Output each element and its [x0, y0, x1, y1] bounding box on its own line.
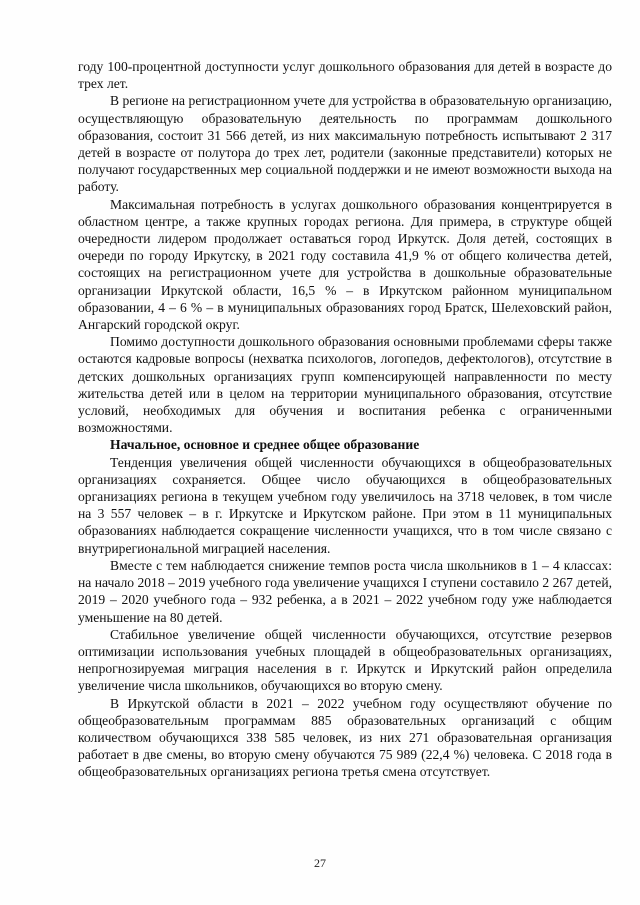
paragraph-second-shift: Стабильное увеличение общей численности обучающихся, отсутствие резервов оптимизации использования учебных площадей в общеобразовательных организациях, непрогнозируемая миграция населения в г. Иркутск и Иркутский район определила увеличение числа школьников, обучающихся во вторую смену.	[78, 626, 612, 694]
paragraph-registration: В регионе на регистрационном учете для устройства в образовательную организацию, осуществляющую образовательную деятельность по программам дошкольного образования, состоит 31 566 детей, из них максимальную потребность испытывают 2 317 детей в возрасте от полутора до трех лет, родители (законные представители) которых не получают государственных мер социальной поддержки и не имеют возможности выхода на работу.	[78, 93, 612, 195]
paragraph-growth-slowdown: Вместе с тем наблюдается снижение темпов роста числа школьников в 1 – 4 классах: на начало 2018 – 2019 учебного года увеличение учащихся I ступени составило 2 267 детей, 2019 – 2020 учебного года – 932 ребенка, а в 2021 – 2022 учебном году уже наблюдается уменьшение на 80 детей.	[78, 557, 612, 625]
paragraph-staffing: Помимо доступности дошкольного образования основными проблемами сферы также остаются кадровые вопросы (нехватка психологов, логопедов, дефектологов), отсутствие в детских дошкольных организациях групп компенсирующей направленности по месту жительства детей или в целом на территории муниципального образования, отсутствие условий, необходимых для обучения и воспитания ребенка с ограниченными возможностями.	[78, 334, 612, 436]
paragraph-continuation: году 100-процентной доступности услуг дошкольного образования для детей в возрасте до трех лет.	[78, 59, 612, 92]
paragraph-irkutsk-stats: В Иркутской области в 2021 – 2022 учебном году осуществляют обучение по общеобразовательным программам 885 образовательных организаций с общим количеством обучающихся 338 585 человек, из них 271 образовательная организация работает в две смены, во вторую смену обучаются 75 989 (22,4 %) человека. С 2018 года в общеобразовательных организациях региона третья смена отсутствует.	[78, 695, 612, 780]
section-heading: Начальное, основное и среднее общее образование	[110, 437, 420, 453]
body-text	[78, 58, 612, 781]
paragraph-max-demand: Максимальная потребность в услугах дошкольного образования концентрируется в областном центре, а также крупных городах региона. Для примера, в структуре общей очередности лидером продолжает оставаться город Иркутск. Доля детей, состоящих в очереди по городу Иркутску, в 2021 году составила 41,9 % от общего количества детей, состоящих на регистрационном учете для устройства в дошкольные образовательные организации Иркутской области, 16,5 % – в Иркутском районном муниципальном образовании, 4 – 6 % – в муниципальных образованиях город Братск, Шелеховский район, Ангарский городской округ.	[78, 196, 612, 333]
paragraph-enrollment-trend: Тенденция увеличения общей численности обучающихся в общеобразовательных организациях сохраняется. Общее число обучающихся в общеобразовательных организациях региона в текущем учебном году увеличилось на 3718 человек, в том числе на 3 557 человек – в г. Иркутске и Иркутском районе. При этом в 11 муниципальных образованиях наблюдается сокращение численности учащихся, что в том числе связано с внутрирегиональной миграцией населения.	[78, 454, 612, 556]
page-number: 27	[314, 856, 326, 870]
